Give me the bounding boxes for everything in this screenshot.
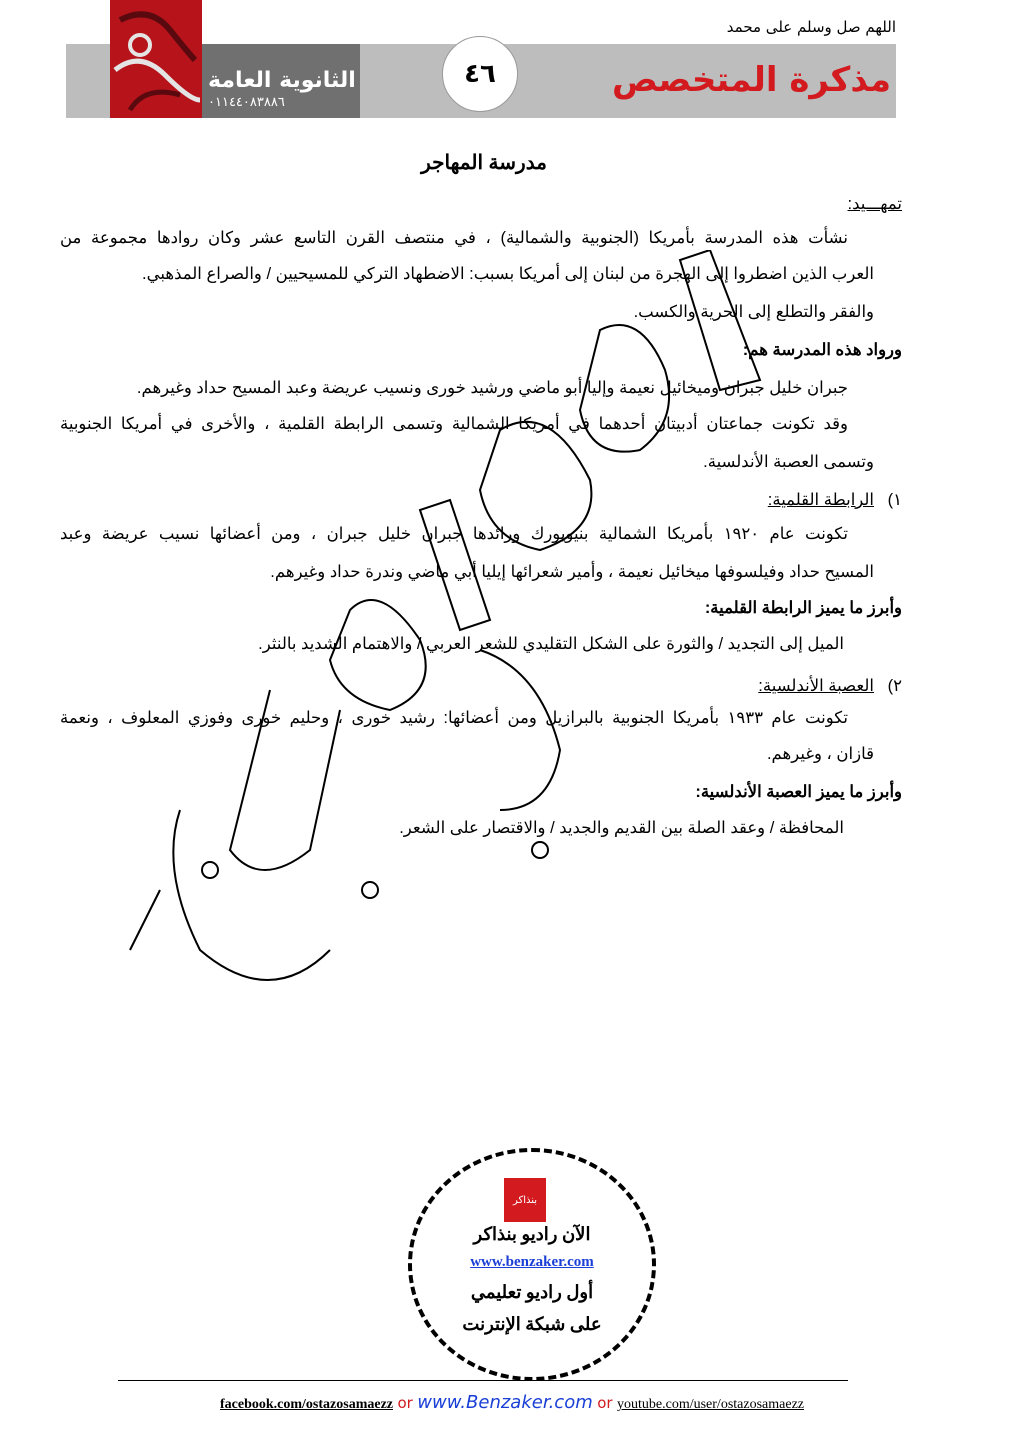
radio-logo-icon: [504, 1178, 546, 1222]
page-number: [442, 36, 518, 112]
header-phone: ٠١١٤٤٠٨٣٨٨٦: [208, 95, 285, 110]
groups-line-2: وتسمى العصبة الأندلسية.: [703, 453, 874, 471]
pioneers-line: جبران خليل جبران وميخائيل نعيمة وإليا أبو ماضي ورشيد خورى ونسيب عريضة وعبد المسيح حداد وغيرهم.: [136, 379, 848, 397]
usba-features: المحافظة / وعقد الصلة بين القديم والجديد / والاقتصار على الشعر.: [399, 819, 844, 837]
intro-line-1: نشأت هذه المدرسة بأمريكا (الجنوبية والشمالية) ، في منتصف القرن التاسع عشر وكان روادها مجموعة من: [60, 229, 848, 247]
usba-line-2: قازان ، وغيرهم.: [766, 745, 874, 763]
rabita-heading: الرابطة القلمية:: [767, 491, 874, 509]
radio-url-link[interactable]: www.benzaker.com: [470, 1254, 594, 1270]
groups-line-1: وقد تكونت جماعتان أدبيتان أحدهما في أمريكا الشمالية وتسمى الرابطة القلمية ، والأخرى في أمريكا الجنوبية: [60, 415, 848, 433]
rabita-line-2: المسيح حداد وفيلسوفها ميخائيل نعيمة ، وأمير شعرائها إيليا أبي ماضي وندرة حداد وغيرهم.: [270, 563, 874, 581]
radio-line-2: أول راديو تعليمي: [470, 1282, 594, 1302]
usba-number: ٢): [887, 677, 902, 695]
facebook-link[interactable]: facebook.com/ostazosamaezz: [220, 1397, 394, 1412]
rabita-features-heading: وأبرز ما يميز الرابطة القلمية:: [704, 599, 902, 617]
usba-features-heading: وأبرز ما يميز العصبة الأندلسية:: [695, 783, 902, 801]
pioneers-heading: ورواد هذه المدرسة هم:: [742, 341, 902, 359]
rabita-line-1: تكونت عام ١٩٢٠ بأمريكا الشمالية بنيويورك ورائدها جبران خليل جبران ، ومن أعضائها نسيب عريضة وعبد: [60, 525, 849, 543]
brand-logo-icon: [110, 0, 202, 118]
intro-line-3: والفقر والتطلع إلى الحرية والكسب.: [633, 303, 874, 321]
prayer-line: اللهم صل وسلم على محمد: [726, 18, 896, 36]
intro-heading: تمهـــيد:: [847, 195, 902, 213]
page-number-text: ٤٦: [464, 59, 496, 89]
rabita-features: الميل إلى التجديد / والثورة على الشكل التقليدي للشعر العربي / والاهتمام الشديد بالنثر.: [258, 635, 844, 653]
footer: [0, 1392, 1024, 1413]
footer-or-1: or: [397, 1394, 413, 1412]
rabita-number: ١): [887, 491, 902, 509]
footer-divider: [118, 1380, 848, 1381]
usba-heading: العصبة الأندلسية:: [758, 677, 874, 695]
benzaker-link[interactable]: www.Benzaker.com: [417, 1392, 593, 1413]
radio-line-3: على شبكة الإنترنت: [462, 1314, 602, 1334]
radio-line-1: الآن راديو بنذاكر: [473, 1224, 591, 1244]
page-title: مدرسة المهاجر: [421, 152, 547, 174]
youtube-link[interactable]: youtube.com/user/ostazosamaezz: [617, 1397, 804, 1412]
header-school-name: الثانوية العامة: [208, 68, 356, 93]
footer-or-2: or: [597, 1394, 613, 1412]
header-brand: مذكرة المتخصص: [612, 60, 892, 100]
radio-logo-text: بنذاكر: [512, 1194, 538, 1206]
usba-line-1: تكونت عام ١٩٣٣ بأمريكا الجنوبية بالبرازيل ومن أعضائها: رشيد خورى ، وحليم خورى وفوزي المعلوف ، ونعمة: [60, 709, 849, 727]
intro-line-2: العرب الذين اضطروا إلى الهجرة من لبنان إلى أمريكا بسبب: الاضطهاد التركي للمسيحيين / والصراع المذهبي.: [142, 265, 874, 283]
